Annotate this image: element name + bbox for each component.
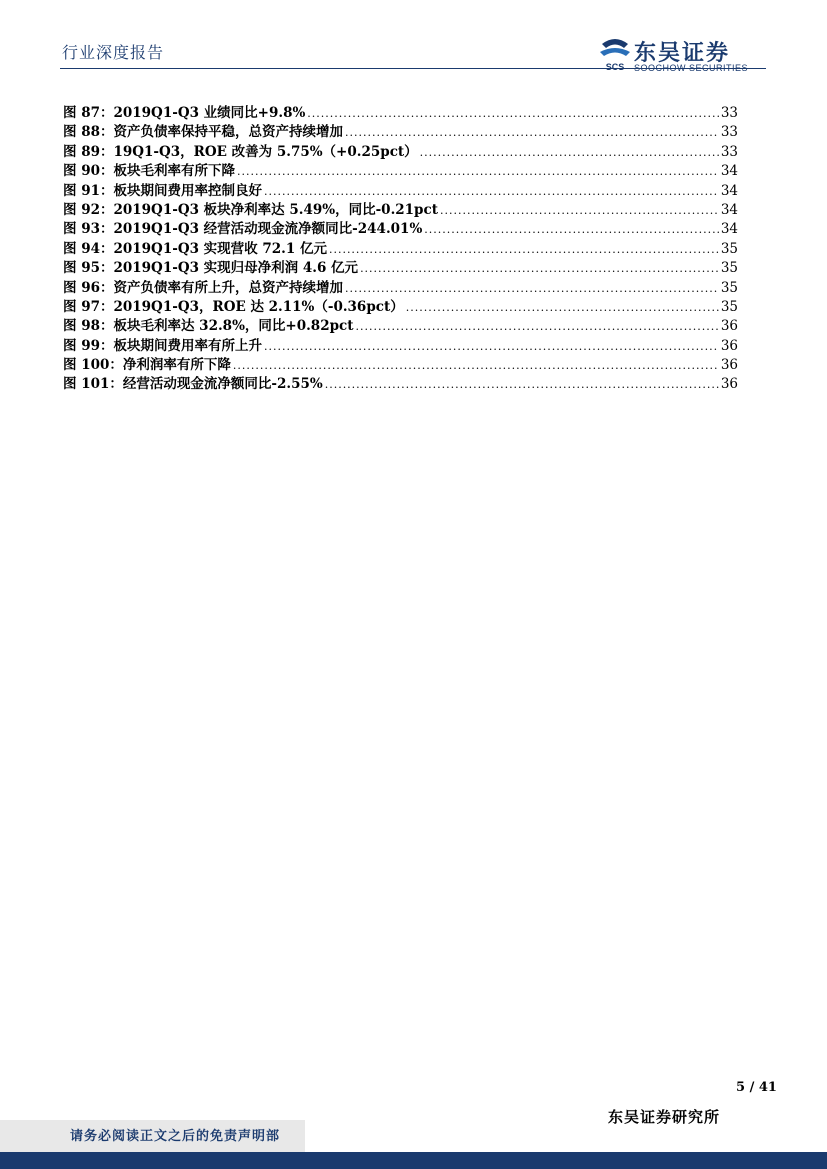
toc-entry-page: 34 xyxy=(720,201,738,218)
toc-leader-dots xyxy=(307,107,719,120)
toc-entry-label: 图 92：2019Q1-Q3 板块净利率达 5.49%，同比-0.21pct xyxy=(63,201,438,218)
toc-entry-label: 图 93：2019Q1-Q3 经营活动现金流净额同比-244.01% xyxy=(63,221,423,238)
toc-leader-dots xyxy=(237,165,719,178)
toc-entry[interactable] xyxy=(63,372,738,391)
toc-entry[interactable] xyxy=(63,101,738,120)
toc-entry-label: 图 89：19Q1-Q3，ROE 改善为 5.75%（+0.25pct） xyxy=(63,143,418,160)
toc-entry-label: 图 87：2019Q1-Q3 业绩同比+9.8% xyxy=(63,105,306,121)
research-institute-name: 东吴证券研究所 xyxy=(608,1108,721,1126)
toc-leader-dots xyxy=(355,320,718,333)
company-logo xyxy=(598,36,768,76)
toc-entry-page: 35 xyxy=(720,260,738,277)
toc-entry[interactable] xyxy=(63,334,738,353)
toc-entry-page: 36 xyxy=(720,357,738,374)
toc-entry-page: 36 xyxy=(720,376,738,393)
logo-english-name: SOOCHOW SECURITIES xyxy=(634,63,749,73)
toc-entry-page: 35 xyxy=(720,240,738,257)
toc-leader-dots xyxy=(264,185,719,198)
toc-entry-page: 33 xyxy=(720,105,738,121)
toc-leader-dots xyxy=(440,204,719,217)
toc-entry-label: 图 97：2019Q1-Q3，ROE 达 2.11%（-0.36pct） xyxy=(63,298,404,315)
logo-chinese-name: 东吴证券 xyxy=(634,41,731,66)
toc-entry-label: 图 100：净利润率有所下降 xyxy=(63,357,231,374)
toc-leader-dots xyxy=(360,262,719,275)
page-number: 5 / 41 xyxy=(736,1080,777,1095)
toc-entry-label: 图 88：资产负债率保持平稳，总资产持续增加 xyxy=(63,124,343,141)
toc-leader-dots xyxy=(424,223,719,236)
toc-entry-label: 图 101：经营活动现金流净额同比-2.55% xyxy=(63,376,323,393)
toc-leader-dots xyxy=(325,378,719,391)
toc-entry-page: 33 xyxy=(720,124,738,141)
toc-entry[interactable] xyxy=(63,159,738,178)
disclaimer-text: 请务必阅读正文之后的免责声明部 xyxy=(70,1129,281,1144)
toc-entry-label: 图 98：板块毛利率达 32.8%，同比+0.82pct xyxy=(63,318,354,335)
toc-entry-page: 34 xyxy=(720,221,738,238)
toc-entry[interactable] xyxy=(63,295,738,314)
toc-entry-label: 图 96：资产负债率有所上升，总资产持续增加 xyxy=(63,279,343,296)
logo-mark: SCS xyxy=(605,62,625,72)
toc-entry[interactable] xyxy=(63,120,738,139)
toc-entry[interactable] xyxy=(63,256,738,275)
toc-entry-label: 图 99：板块期间费用率有所上升 xyxy=(63,337,262,354)
footer-bar xyxy=(0,1152,827,1169)
toc-entry-page: 34 xyxy=(720,182,738,199)
toc-entry[interactable] xyxy=(63,353,738,372)
figure-index-list xyxy=(63,101,738,392)
toc-entry-page: 33 xyxy=(720,143,738,160)
toc-entry-page: 36 xyxy=(720,318,738,335)
toc-leader-dots xyxy=(345,282,719,295)
toc-entry-label: 图 91：板块期间费用率控制良好 xyxy=(63,182,262,199)
toc-entry[interactable] xyxy=(63,198,738,217)
toc-entry-label: 图 90：板块毛利率有所下降 xyxy=(63,163,235,180)
header-divider xyxy=(60,68,766,69)
toc-entry-label: 图 94：2019Q1-Q3 实现营收 72.1 亿元 xyxy=(63,240,327,257)
toc-leader-dots xyxy=(264,340,719,353)
toc-entry-label: 图 95：2019Q1-Q3 实现归母净利润 4.6 亿元 xyxy=(63,260,359,277)
toc-leader-dots xyxy=(406,301,719,314)
report-category: 行业深度报告 xyxy=(62,43,165,62)
toc-leader-dots xyxy=(329,243,719,256)
toc-leader-dots xyxy=(345,126,719,139)
toc-entry[interactable] xyxy=(63,314,738,333)
toc-entry-page: 35 xyxy=(720,298,738,315)
toc-entry-page: 36 xyxy=(720,337,738,354)
toc-leader-dots xyxy=(233,359,719,372)
toc-leader-dots xyxy=(420,146,719,159)
toc-entry[interactable] xyxy=(63,237,738,256)
toc-entry-page: 35 xyxy=(720,279,738,296)
toc-entry[interactable] xyxy=(63,217,738,236)
toc-entry[interactable] xyxy=(63,140,738,159)
toc-entry[interactable] xyxy=(63,179,738,198)
toc-entry[interactable] xyxy=(63,276,738,295)
toc-entry-page: 34 xyxy=(720,163,738,180)
scs-logo-icon xyxy=(598,36,632,72)
